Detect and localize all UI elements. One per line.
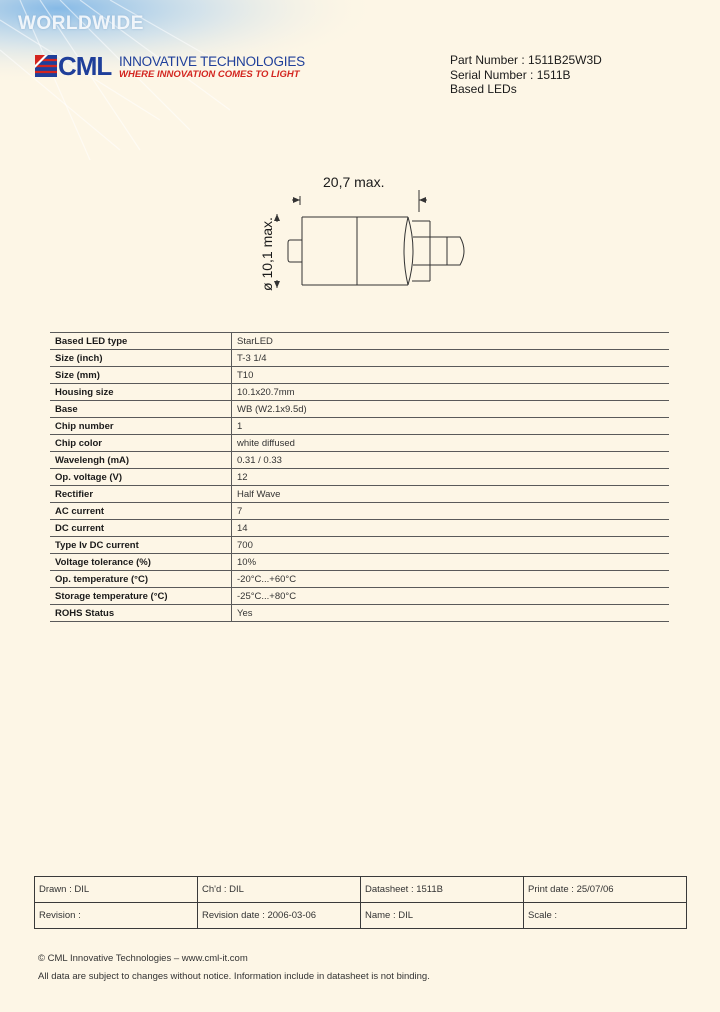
revision-date-cell: Revision date : 2006-03-06: [198, 903, 361, 929]
spec-value: T-3 1/4: [232, 350, 670, 367]
spec-label: Type Iv DC current: [50, 537, 232, 554]
spec-row: [50, 605, 669, 622]
serial-number: Serial Number : 1511B: [450, 67, 571, 82]
spec-value: Yes: [232, 605, 670, 622]
brand-tagline-2: WHERE INNOVATION COMES TO LIGHT: [119, 69, 300, 80]
spec-row: [50, 588, 669, 605]
checked-by-cell: Ch'd : DIL: [198, 877, 361, 903]
spec-value: white diffused: [232, 435, 670, 452]
spec-value: 14: [232, 520, 670, 537]
spec-value: 7: [232, 503, 670, 520]
spec-label: Voltage tolerance (%): [50, 554, 232, 571]
print-date-cell: Print date : 25/07/06: [524, 877, 687, 903]
spec-label: Housing size: [50, 384, 232, 401]
spec-row: [50, 571, 669, 588]
spec-label: AC current: [50, 503, 232, 520]
spec-row: [50, 469, 669, 486]
scale-cell: Scale :: [524, 903, 687, 929]
spec-label: DC current: [50, 520, 232, 537]
name-cell: Name : DIL: [361, 903, 524, 929]
spec-row: [50, 367, 669, 384]
width-dimension-label: 20,7 max.: [323, 174, 385, 190]
spec-row: [50, 554, 669, 571]
spec-label: Size (inch): [50, 350, 232, 367]
drawn-by-cell: Drawn : DIL: [35, 877, 198, 903]
spec-label: Chip number: [50, 418, 232, 435]
spec-value: WB (W2.1x9.5d): [232, 401, 670, 418]
revision-row-2: [35, 903, 687, 929]
spec-label: Op. temperature (°C): [50, 571, 232, 588]
spec-row: [50, 452, 669, 469]
part-number: Part Number : 1511B25W3D: [450, 53, 602, 67]
spec-value: 10.1x20.7mm: [232, 384, 670, 401]
spec-value: 12: [232, 469, 670, 486]
spec-label: Chip color: [50, 435, 232, 452]
spec-label: Op. voltage (V): [50, 469, 232, 486]
copyright-text: © CML Innovative Technologies – www.cml-it.com: [38, 953, 248, 964]
diameter-dimension-label: ø 10,1 max.: [259, 217, 275, 291]
revision-row-1: [35, 877, 687, 903]
spec-row: [50, 520, 669, 537]
spec-value: StarLED: [232, 333, 670, 350]
spec-row: [50, 384, 669, 401]
spec-label: Storage temperature (°C): [50, 588, 232, 605]
spec-row: [50, 401, 669, 418]
spec-row: [50, 486, 669, 503]
spec-row: [50, 503, 669, 520]
spec-label: Base: [50, 401, 232, 418]
product-category: Based LEDs: [450, 82, 517, 96]
spec-label: Size (mm): [50, 367, 232, 384]
spec-label: ROHS Status: [50, 605, 232, 622]
brand-tagline-1: INNOVATIVE TECHNOLOGIES: [119, 54, 305, 69]
cml-flag-icon: [35, 55, 57, 77]
spec-value: 700: [232, 537, 670, 554]
spec-label: Based LED type: [50, 333, 232, 350]
spec-value: 0.31 / 0.33: [232, 452, 670, 469]
brand-name: CML: [58, 51, 112, 81]
spec-row: [50, 418, 669, 435]
spec-value: Half Wave: [232, 486, 670, 503]
disclaimer-text: All data are subject to changes without notice. Information include in datasheet is not binding.: [38, 971, 430, 982]
spec-value: -25°C...+80°C: [232, 588, 670, 605]
spec-value: 10%: [232, 554, 670, 571]
spec-value: -20°C...+60°C: [232, 571, 670, 588]
spec-value: T10: [232, 367, 670, 384]
worldwide-watermark: WORLDWIDE: [18, 13, 144, 34]
spec-value: 1: [232, 418, 670, 435]
datasheet-cell: Datasheet : 1511B: [361, 877, 524, 903]
revision-table: [34, 876, 687, 929]
revision-cell: Revision :: [35, 903, 198, 929]
spec-row: [50, 537, 669, 554]
spec-row: [50, 435, 669, 452]
spec-label: Rectifier: [50, 486, 232, 503]
spec-row: [50, 350, 669, 367]
part-info: [450, 53, 602, 97]
spec-row: [50, 333, 669, 350]
spec-label: Wavelengh (mA): [50, 452, 232, 469]
spec-table: [50, 332, 669, 622]
